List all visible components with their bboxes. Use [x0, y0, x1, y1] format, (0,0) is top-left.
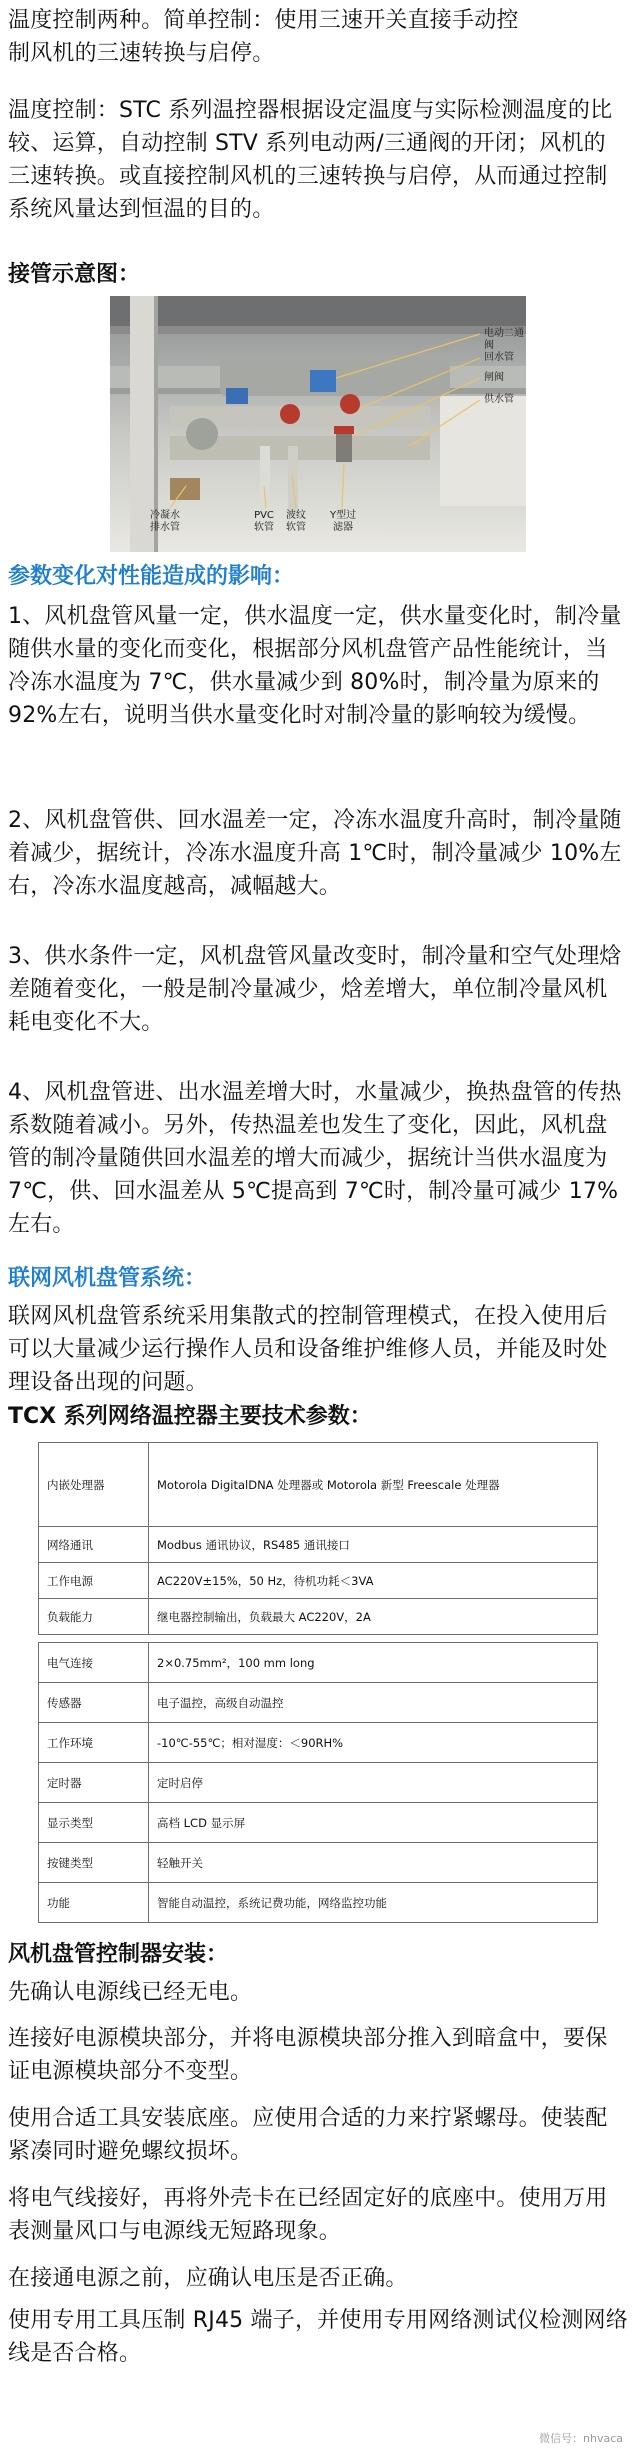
spec-value: 轻触开关	[149, 1843, 598, 1883]
table-row	[39, 1599, 598, 1635]
spec-value: 电子温控，高级自动温控	[149, 1683, 598, 1723]
effect-item-2: 2、风机盘管供、回水温差一定，冷冻水温度升高时，制冷量随着减少，据统计，冷冻水温度升高 1℃时，制冷量减少 10%左右，冷冻水温度越高，减幅越大。	[8, 808, 622, 899]
table-row	[39, 1883, 598, 1923]
spec-key: 定时器	[39, 1763, 149, 1803]
label-return-pipe: 回水管	[484, 352, 514, 363]
spec-value: AC220V±15%，50 Hz，待机功耗＜3VA	[149, 1563, 598, 1599]
spec-value: 高档 LCD 显示屏	[149, 1803, 598, 1843]
spec-value: -10℃-55℃；相对湿度：＜90RH%	[149, 1723, 598, 1763]
effect-item-1: 1、风机盘管风量一定，供水温度一定，供水量变化时，制冷量随供水量的变化而变化，根据部分风机盘管产品性能统计，当冷冻水温度为 7℃，供水量减少到 80%时，制冷量为原来的 92%左右，说明当供水量变化时对制冷量的影响较为缓慢。	[8, 604, 622, 728]
label-pvc: PVC 软管	[254, 510, 274, 533]
label-valve2: 电动二通阀	[484, 328, 524, 351]
spec-key: 内嵌处理器	[39, 1443, 149, 1527]
spec-value: 继电器控制输出，负载最大 AC220V，2A	[149, 1599, 598, 1635]
spec-key: 传感器	[39, 1683, 149, 1723]
effect-item-3: 3、供水条件一定，风机盘管风量改变时，制冷量和空气处理焓差随着变化，一般是制冷量减少，焓差增大，单位制冷量风机耗电变化不大。	[8, 944, 622, 1035]
effect-heading: 参数变化对性能造成的影响：	[8, 564, 295, 589]
table-row	[39, 1683, 598, 1723]
table-row	[39, 1527, 598, 1563]
install-item-1: 先确认电源线已经无电。	[8, 1980, 253, 2005]
spec-key: 显示类型	[39, 1803, 149, 1843]
table-row	[39, 1843, 598, 1883]
effect-item-4: 4、风机盘管进、出水温差增大时，水量减少，换热盘管的传热系数随着减小。另外，传热温差也发生了变化，因此，风机盘管的制冷量随供回水温差的增大而减少，据统计当供水温度为 7℃，供、回水温差从 5℃提高到 7℃时，制冷量可减少 17%左右。	[8, 1080, 622, 1237]
table-row	[39, 1443, 598, 1527]
spec-value: Modbus 通讯协议，RS485 通讯接口	[149, 1527, 598, 1563]
label-corrugated: 波纹 软管	[286, 510, 306, 533]
wechat-watermark: 微信号：nhvaca	[539, 2432, 623, 2445]
piping-heading: 接管示意图：	[8, 262, 141, 287]
install-item-5: 在接通电源之前，应确认电压是否正确。	[8, 2266, 408, 2291]
spec-key: 工作环境	[39, 1723, 149, 1763]
table-row	[39, 1723, 598, 1763]
spec-table-2	[38, 1642, 598, 1923]
install-heading: 风机盘管控制器安装：	[8, 1942, 229, 1967]
spec-value: Motorola DigitalDNA 处理器或 Motorola 新型 Freescale 处理器	[149, 1443, 598, 1527]
spec-value: 智能自动温控，系统记费功能，网络监控功能	[149, 1883, 598, 1923]
install-item-3: 使用合适工具安装底座。应使用合适的力来拧紧螺母。使装配紧凑同时避免螺纹损坏。	[8, 2106, 608, 2164]
label-gate-valve: 闸阀	[484, 372, 504, 383]
install-item-2: 连接好电源模块部分，并将电源模块部分推入到暗盒中，要保证电源模块部分不变型。	[8, 2026, 608, 2084]
tcx-heading: TCX 系列网络温控器主要技术参数：	[8, 1404, 372, 1429]
spec-key: 负载能力	[39, 1599, 149, 1635]
network-heading: 联网风机盘管系统：	[8, 1266, 207, 1291]
intro-paragraph: 温度控制：STC 系列温控器根据设定温度与实际检测温度的比较、运算，自动控制 STV 系列电动两/三通阀的开闭；风机的三速转换。或直接控制风机的三速转换与启停，从而通过控制系统风量达到恒温的目的。	[8, 98, 613, 222]
label-filter: Y型过 滤器	[330, 510, 357, 533]
intro-line-1: 温度控制两种。简单控制：使用三速开关直接手动控	[8, 8, 519, 33]
spec-key: 按键类型	[39, 1843, 149, 1883]
label-supply-pipe: 供水管	[484, 394, 514, 405]
spec-key: 工作电源	[39, 1563, 149, 1599]
spec-value: 2×0.75mm²，100 mm long	[149, 1643, 598, 1683]
piping-photo	[110, 296, 526, 552]
spec-key: 功能	[39, 1883, 149, 1923]
install-item-6: 使用专用工具压制 RJ45 端子，并使用专用网络测试仪检测网络线是否合格。	[8, 2308, 628, 2366]
table-row	[39, 1643, 598, 1683]
table-row	[39, 1763, 598, 1803]
table-row	[39, 1803, 598, 1843]
spec-value: 定时启停	[149, 1763, 598, 1803]
spec-key: 电气连接	[39, 1643, 149, 1683]
intro-line-2: 制风机的三速转换与启停。	[8, 41, 275, 66]
spec-table-1	[38, 1442, 598, 1635]
table-row	[39, 1563, 598, 1599]
install-item-4: 将电气线接好，再将外壳卡在已经固定好的底座中。使用万用表测量风口与电源线无短路现象。	[8, 2186, 608, 2244]
network-text: 联网风机盘管系统采用集散式的控制管理模式，在投入使用后可以大量减少运行操作人员和设备维护维修人员，并能及时处理设备出现的问题。	[8, 1304, 608, 1395]
spec-key: 网络通讯	[39, 1527, 149, 1563]
label-condensate: 冷凝水 排水管	[150, 510, 180, 533]
